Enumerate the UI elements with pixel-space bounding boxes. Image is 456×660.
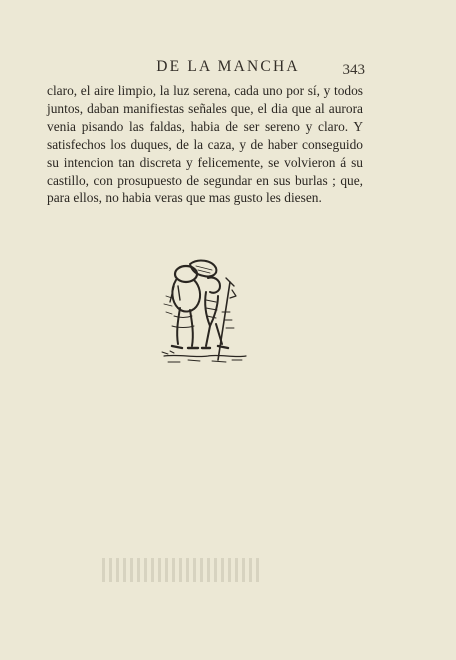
body-text <box>47 82 363 207</box>
paragraph: claro, el aire limpio, la luz serena, cada uno por sí, y todos juntos, daban manifiestas señales que, el dia que al aurora venia pisando las faldas, habia de ser sereno y claro. Y satisfechos los duques, de la caza, y de haber conseguido su intencion tan discreta y felicemente, se volvieron á su castillo, con prosupuesto de segundar en sus burlas ; que, para ellos, no habia veras que mas gusto les diesen. <box>47 83 363 206</box>
show-through-text <box>102 558 262 582</box>
vignette-illustration <box>160 256 252 372</box>
running-title: DE LA MANCHA <box>156 58 300 75</box>
page-number: 343 <box>342 62 365 78</box>
